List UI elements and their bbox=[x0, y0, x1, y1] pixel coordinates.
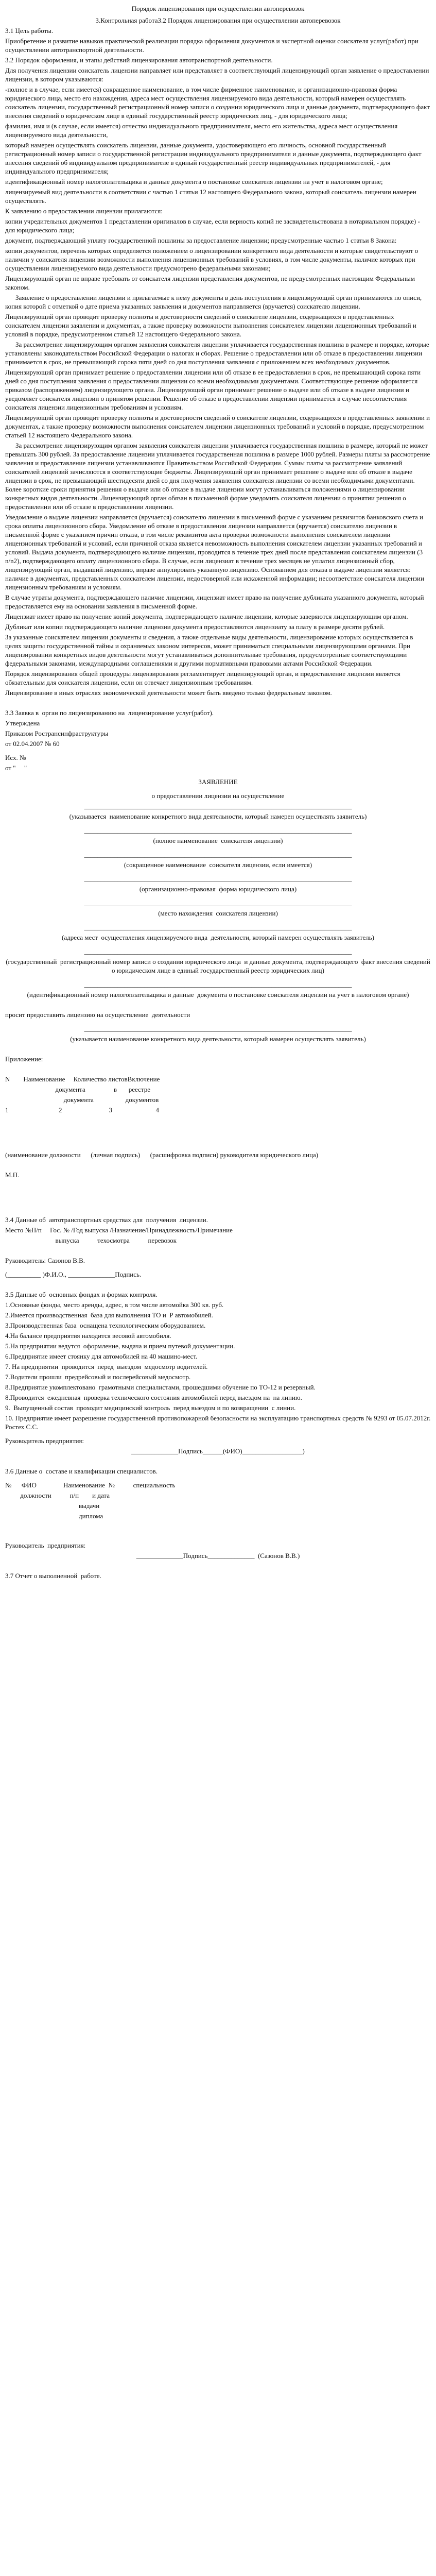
paragraph: который намерен осуществлять соискатель лицензии, данные документа, удостоверяющего его личность, основной государственный регистрационный номер записи о государственной регистрации индивидуального предпринимателя и данные документа, подтверждающего факт внесения сведений об индивидуальном предпринимателе в единый государственный реестр индивидуальных предпринимателей, - для индивидуального предпринимателя; bbox=[5, 141, 423, 175]
paragraph: -полное и в случае, если имеется) сокращенное наименование, в том числе фирменное наименование, и организационно-правовая форма юридического лица, место его нахождения, адреса мест осуществления лицензируемого вида деятельности, который намерен осуществлять соискатель лицензии, государственный регистрационный номер записи о создании юридического лица и данные документа, подтверждающего факт внесения сведений о юридическом лице в единый государственный реестр юридических лиц, - для юридического лица; bbox=[5, 86, 432, 120]
paragraph: 3.Контрольная работа3.2 Порядок лицензирования при осуществлении автоперевозок bbox=[95, 16, 341, 24]
form-line: Утверждена bbox=[5, 719, 40, 727]
form-line: (наименование должности (личная подпись) (расшифровка подписи) руководителя юридического лица) bbox=[5, 1151, 319, 1159]
form-line: 3.3 Заявка в орган по лицензированию на лицензирование услуг(работ). bbox=[5, 709, 214, 717]
form-line: (организационно-правовая форма юридического лица) bbox=[139, 885, 297, 893]
form-line: должности п/п и дата bbox=[5, 1492, 110, 1499]
paragraph: Лицензирующий орган не вправе требовать от соискателя лицензии представления документов, не предусмотренных настоящим Федеральным законом. bbox=[5, 275, 417, 291]
form-line: документа в реестре bbox=[5, 1086, 151, 1093]
paragraph: Лицензирование в иных отраслях экономической деятельности может быть введено только федеральным законом. bbox=[5, 689, 332, 697]
form-line: о предоставлении лицензии на осуществление bbox=[151, 792, 285, 800]
paragraph: идентификационный номер налогоплательщика и данные документа о постановке соискателя лицензии на учет в налоговом органе; bbox=[5, 178, 383, 185]
paragraph: 3.1 Цель работы. bbox=[5, 27, 54, 35]
paragraph: В случае утраты документа, подтверждающего наличие лицензии, лицензиат имеет право на получение дубликата указанного документа, который предоставляется ему на основании заявления в письменной форме. bbox=[5, 594, 426, 610]
form-line: ________________________________________________________________________________ bbox=[84, 851, 352, 858]
form-line: (__________ )Ф.И.О., ______________Подпись. bbox=[5, 1270, 142, 1278]
form-line: Исх. № bbox=[5, 754, 26, 761]
form-line: (идентификационный номер налогоплательщика и данные документа о постановке соискателя лицензии на учет в налоговом органе) bbox=[27, 991, 409, 998]
form-line: ЗАЯВЛЕНИЕ bbox=[198, 778, 238, 786]
paragraph: Приобретение и развитие навыков практической реализации порядка оформления документов и экспертной оценки соискателя услуг(работ) при осуществлении автотранспортной деятельности. bbox=[5, 37, 421, 54]
form-line: просит предоставить лицензию на осуществление деятельности bbox=[5, 1011, 190, 1019]
form-line: 3.4 Данные об автотранспортных средствах для получения лицензии. bbox=[5, 1216, 208, 1224]
form-line: (место нахождения соискателя лицензии) bbox=[158, 909, 278, 917]
form-line: 3.5 Данные об основных фондах и формах контроля. bbox=[5, 1291, 158, 1298]
form-line: 2.Имеется производственная база для выполнения ТО и Р автомобилей. bbox=[5, 1311, 213, 1319]
paragraph: Заявление о предоставлении лицензии и прилагаемые к нему документы в день поступления в лицензирующий орган принимаются по описи, копия которой с отметкой о дате приема указанных заявления и документов направляется (вручается) соискателю лицензии. bbox=[5, 294, 424, 310]
paragraph: документ, подтверждающий уплату государственной пошлины за предоставление лицензии; предусмотренные частью 1 статьи 8 Закона: bbox=[5, 236, 397, 244]
form-line: ________________________________________________________________________________ bbox=[84, 1025, 352, 1032]
form-line: 9. Выпущенный состав проходит медицинский контроль перед выездом и по возвращении с линии. bbox=[5, 1404, 296, 1412]
form-line: 1 2 3 4 bbox=[5, 1106, 159, 1114]
paragraph: За рассмотрение лицензирующим органом заявления соискателя лицензии уплачивается государственная пошлина в размере и порядке, которые установлены законодательством Российской Федерации о налогах и сборах. Решение о предоставлении или об отказе в предоставлении лицензии принимается в срок, не превышающий сорока пяти дней со дня поступления заявления с приложением всех необходимых документов. bbox=[5, 341, 431, 366]
form-line: 8.Предприятие укомплектовано грамотными специалистами, прошедшими обучение по ТО-12 и резервный. bbox=[5, 1383, 316, 1391]
form-line: (адреса мест осуществления лицензируемого вида деятельности, который намерен осуществлять заявитель) bbox=[62, 934, 374, 941]
form-line: 1.Основные фонды, место аренды, адрес, в том числе автомойка 300 кв. руб. bbox=[5, 1301, 224, 1309]
paragraph: За рассмотрение лицензирующим органом заявления соискателя лицензии уплачивается государственная пошлина в размере, который не может превышать 300 рублей. За предоставление лицензии уплачивается государственная пошлина в размере 1000 рублей. Размеры платы за рассмотрение заявления и предоставление лицензии устанавливаются Правительством Российской Федерации. Суммы платы за рассмотрение заявлений соискателей лицензий зачисляются в соответствующие бюджеты. Лицензирующий орган принимает решение о выдаче или об отказе в выдаче лицензии в срок, не превышающий шестидесяти дней со дня получения заявления соискателя лицензии со всеми необходимыми документами. Более короткие сроки принятия решения о выдаче или об отказе в выдаче лицензии могут устанавливаться положениями о лицензировании конкретных видов деятельности. Лицензирующий орган обязан в письменной форме уведомить соискателя лицензии о принятии решения о предоставлении или об отказе в предоставлении лицензии. bbox=[5, 442, 432, 511]
form-line: 7. На предприятии проводится перед выездом медосмотр водителей. bbox=[5, 1363, 208, 1370]
form-line: Руководитель: Сазонов В.В. bbox=[5, 1257, 85, 1264]
paragraph: Лицензирующий орган принимает решение о предоставлении лицензии или об отказе в ее предоставлении в срок, не превышающий сорока пяти дней со дня поступления заявления о предоставлении лицензии со всеми необходимыми документами. Соответствующее решение оформляется приказом (распоряжением) лицензирующего органа. Лицензирующий орган принимает решение о выдаче или об отказе в выдаче лицензии и уведомляет соискателя лицензии о принятом решении. Решение об отказе в предоставлении лицензии принимается в случае несоответствия соискателя лицензии лицензионным требованиям и условиям. bbox=[5, 368, 423, 411]
paragraph: фамилия, имя и (в случае, если имеется) отчество индивидуального предпринимателя, место его жительства, адреса мест осуществления лицензируемого вида деятельности, bbox=[5, 122, 399, 139]
paragraph: Дубликат или копии подтверждающего наличие лицензии документа предоставляются лицензиату за плату в размере десяти рублей. bbox=[5, 623, 385, 631]
form-line: № ФИО Наименование № специальность bbox=[5, 1481, 176, 1489]
form-line: 3.Производственная база оснащена технологическим оборудованием. bbox=[5, 1321, 206, 1329]
form-line: 4.На балансе предприятия находится весовой автомобиля. bbox=[5, 1332, 171, 1340]
paragraph: Для получения лицензии соискатель лицензии направляет или представляет в соответствующий лицензирующий орган заявление о предоставлении лицензии, в котором указываются: bbox=[5, 66, 431, 83]
form-line: 8.Проводится ежедневная проверка технического состояния автомобилей перед выездом на на линию. bbox=[5, 1394, 302, 1401]
paragraph: Лицензирующий орган проводит проверку полноты и достоверности сведений о соискателе лицензии, содержащихся в представленных заявлении и документах, а также проверку возможности выполнения соискателем лицензии лицензионных требований и условий в порядке, предусмотренном статьей 12 настоящего Федерального закона. bbox=[5, 414, 432, 439]
form-line: ________________________________________________________________________________ bbox=[84, 826, 352, 834]
form-line: N Наименование Количество листовВключение bbox=[5, 1075, 160, 1083]
form-line: Место №П/п Гос. № /Год выпуска /Назначение/Принадлежность/Примечание bbox=[5, 1226, 233, 1234]
form-line: 7.Водители прошли предрейсовый и послерейсовый медосмотр. bbox=[5, 1373, 191, 1381]
form-line: 3.6 Данные о составе и квалификации специалистов. bbox=[5, 1467, 158, 1475]
form-line: от " " bbox=[5, 764, 27, 772]
form-line: Руководитель предприятия: bbox=[5, 1541, 86, 1549]
form-line: ________________________________________________________________________________ bbox=[84, 875, 352, 883]
form-line: выдачи bbox=[5, 1502, 100, 1510]
form-line: 5.На предприятии ведутся оформление, выдача и прием путевой документации. bbox=[5, 1342, 235, 1350]
paragraph: К заявлению о предоставлении лицензии прилагаются: bbox=[5, 207, 163, 215]
paragraph: копии документов, перечень которых определяется положением о лицензировании конкретного вида деятельности и которые свидетельствуют о наличии у соискателя лицензии возможности выполнения лицензионных требований в условиях, в том числе документы, наличие которых при осуществлении лицензируемого вида деятельности предусмотрено федеральными законами; bbox=[5, 247, 420, 272]
paragraph: Лицензирующий орган проводит проверку полноты и достоверности сведений о соискателе лицензии, содержащихся в представленных соискателем лицензии заявлении и документах, а также проверку возможности выполнения соискателем лицензии лицензионных требований и условий в порядке, предусмотренном статьей 12 настоящего Федерального закона. bbox=[5, 313, 418, 338]
form-line: (указывается наименование конкретного вида деятельности, который намерен осуществлять заявитель) bbox=[70, 1035, 366, 1043]
form-line: (полное наименование соискателя лицензии) bbox=[153, 837, 283, 844]
form-line: М.П. bbox=[5, 1171, 20, 1179]
form-line: (указывается наименование конкретного вида деятельности, который намерен осуществлять заявитель) bbox=[69, 812, 367, 820]
form-line: ________________________________________________________________________________ bbox=[84, 802, 352, 810]
form-line: ______________Подпись______________ (Сазонов В.В.) bbox=[136, 1552, 300, 1560]
document-title: Порядок лицензирования при осуществлении автоперевозок bbox=[131, 5, 305, 12]
form-line: Руководитель предприятия: bbox=[5, 1437, 84, 1445]
form-line: Приказом Ространсинфраструктуры bbox=[5, 730, 109, 737]
form-line: (государственный регистрационный номер записи о создании юридического лица и данные документа, подтверждающего факт внесения сведений о юридическом лице в единый государственный реестр юридических лиц) bbox=[6, 958, 432, 974]
document-body bbox=[5, 16, 431, 697]
form-line: ________________________________________________________________________________ bbox=[84, 899, 352, 907]
form-line: выпуска техосмотра перевозок bbox=[5, 1236, 177, 1244]
paragraph: 3.2 Порядок оформления, и этапы действий лицензирования автотранспортной деятельности. bbox=[5, 56, 273, 64]
paragraph: Лицензиат имеет право на получение копий документа, подтверждающего наличие лицензии, которые заверяются лицензирующим органом. bbox=[5, 613, 408, 620]
paragraph: копии учредительных документов 1 представлении оригиналов в случае, если верность копий не засвидетельствована в нотариальном порядке) - для юридического лица; bbox=[5, 217, 422, 234]
form-line: 3.7 Отчет о выполненной работе. bbox=[5, 1572, 101, 1580]
form-line: документа документов bbox=[5, 1096, 159, 1104]
paragraph: Уведомление о выдаче лицензии направляется (вручается) соискателю лицензии в письменной форме с указанием реквизитов банковского счета и срока оплаты лицензионного сбора. Уведомление об отказе в предоставлении лицензии направляется (вручается) соискателю лицензии в письменной форме с указанием причин отказа, в том числе реквизитов акта проверки возможности выполнения соискателем лицензии лицензионных требований и условий, если причиной отказа является невозможность выполнения соискателем лицензии указанных требований и условий. Выдача документа, подтверждающего наличие лицензии, проводится в течение трех дней после представления соискателем лицензии (3 n/n2), подтверждающего оплату лицензионного сбора. В случае, если лицензиат в течение трех месяцев не уплатил лицензионный сбор, лицензирующий орган, выдавший лицензию, вправе аннулировать указанную лицензию. Основанием для отказа в выдаче лицензии является: наличие в документах, представленных соискателем лицензии, недостоверной или искаженной информации; несоответствие соискателя лицензии лицензионным требованиям и условиям. bbox=[5, 513, 426, 591]
paragraph: лицензируемый вид деятельности в соответствии с частью 1 статьи 12 настоящего Федерального закона, который соискатель лицензии намерен осуществлять. bbox=[5, 188, 418, 205]
form-line: Приложение: bbox=[5, 1055, 43, 1063]
paragraph: Порядок лицензирования общей процедуры лицензирования регламентирует лицензирующий орган, и предоставление лицензии является обязательным для соискателя лицензии, если он отвечает лицензионным требованиям. bbox=[5, 670, 402, 686]
application-form bbox=[5, 708, 431, 1580]
form-line: 6.Предприятие имеет стоянку для автомобилей на 40 машино-мест. bbox=[5, 1352, 198, 1360]
form-line: 10. Предприятие имеет разрешение государственной противопожарной безопасности на эксплуатацию транспортных средств № 9293 от 05.07.2012г. Ростех С.С. bbox=[5, 1414, 432, 1431]
form-line: ________________________________________________________________________________ bbox=[84, 923, 352, 931]
form-line: ______________Подпись______(ФИО)__________________) bbox=[131, 1447, 305, 1455]
form-line: диплома bbox=[5, 1512, 103, 1520]
paragraph: За указанные соискателем лицензии документы и сведения, а также отдельные виды деятельности, лицензирование которых осуществляется в целях защиты государственной тайны и охраняемых законом интересов, может приниматься специальными лицензирующими органами. При лицензировании конкретных видов деятельности могут устанавливаться дополнительные требования, предусмотренные соответствующими федеральными законами, международными соглашениями и другими нормативными правовыми актами Российской Федерации. bbox=[5, 633, 415, 667]
form-line: (сокращенное наименование соискателя лицензии, если имеется) bbox=[124, 861, 312, 869]
form-line: от 02.04.2007 № 60 bbox=[5, 740, 60, 748]
form-line: ________________________________________________________________________________ bbox=[84, 947, 352, 955]
form-line: ________________________________________________________________________________ bbox=[84, 980, 352, 988]
